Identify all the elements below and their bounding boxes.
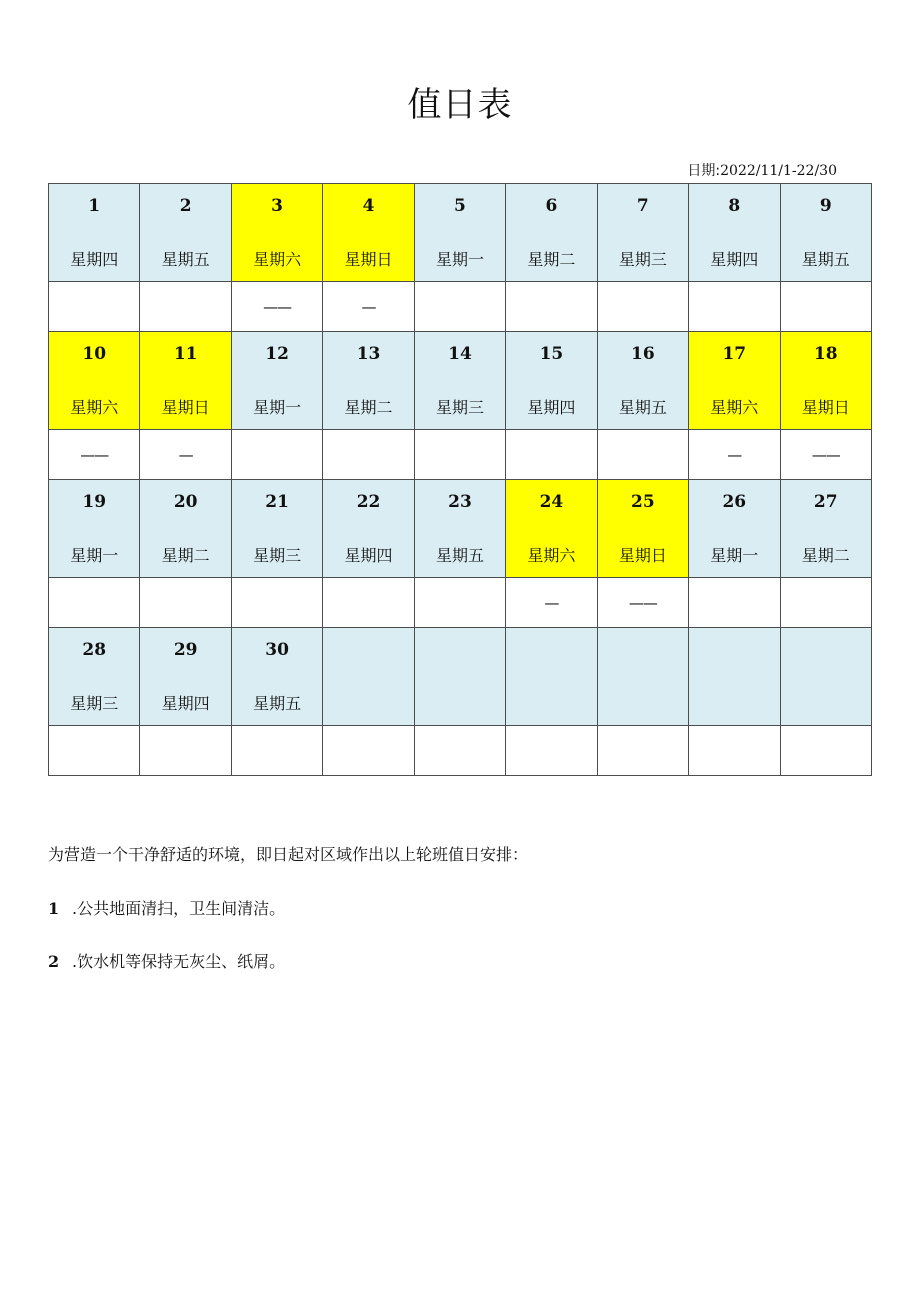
day-number: 30 bbox=[265, 640, 289, 660]
day-cell bbox=[506, 332, 597, 430]
day-cell bbox=[780, 332, 872, 430]
duty-cell bbox=[689, 578, 780, 628]
duty-row bbox=[49, 726, 872, 776]
day-cell bbox=[49, 480, 140, 578]
duty-schedule-table bbox=[48, 183, 872, 776]
duty-cell bbox=[414, 578, 505, 628]
duty-cell bbox=[506, 282, 597, 332]
duty-cell bbox=[597, 726, 688, 776]
duty-cell bbox=[780, 726, 872, 776]
day-number: 12 bbox=[265, 344, 289, 364]
day-number: 13 bbox=[356, 344, 381, 364]
day-header-row bbox=[49, 628, 872, 726]
day-cell bbox=[231, 184, 322, 282]
note-item-2 bbox=[48, 951, 285, 973]
weekday-label: 星期日 bbox=[344, 250, 393, 269]
weekday-label: 星期二 bbox=[344, 398, 393, 417]
weekday-label: 星期一 bbox=[253, 398, 302, 417]
duty-cell bbox=[780, 282, 872, 332]
weekday-label: 星期二 bbox=[527, 250, 576, 269]
duty-cell bbox=[689, 726, 780, 776]
day-cell bbox=[231, 480, 322, 578]
day-number: 11 bbox=[173, 344, 198, 364]
day-number: 16 bbox=[631, 344, 655, 364]
day-cell bbox=[414, 184, 505, 282]
duty-cell bbox=[506, 578, 597, 628]
day-header-row bbox=[49, 332, 872, 430]
day-number: 27 bbox=[813, 492, 838, 512]
duty-mark: —— bbox=[628, 594, 657, 612]
day-number: 4 bbox=[362, 196, 375, 216]
duty-mark: —— bbox=[811, 446, 840, 464]
day-cell bbox=[506, 184, 597, 282]
duty-mark: — bbox=[361, 298, 376, 316]
duty-mark: — bbox=[727, 446, 742, 464]
weekday-label: 星期四 bbox=[70, 250, 119, 269]
duty-cell bbox=[414, 430, 505, 480]
duty-cell bbox=[780, 430, 872, 480]
weekday-label: 星期二 bbox=[161, 546, 210, 565]
duty-cell bbox=[231, 282, 322, 332]
day-cell bbox=[140, 184, 231, 282]
day-number: 19 bbox=[82, 492, 107, 512]
day-cell bbox=[49, 184, 140, 282]
duty-mark: —— bbox=[80, 446, 109, 464]
day-number: 10 bbox=[82, 344, 107, 364]
duty-cell bbox=[506, 726, 597, 776]
date-label: 日期: bbox=[687, 163, 721, 179]
day-cell bbox=[140, 332, 231, 430]
day-number: 1 bbox=[88, 196, 101, 216]
weekday-label: 星期四 bbox=[344, 546, 393, 565]
day-cell bbox=[414, 480, 505, 578]
weekday-label: 星期六 bbox=[70, 398, 119, 417]
weekday-label: 星期六 bbox=[253, 250, 302, 269]
duty-cell bbox=[689, 430, 780, 480]
day-cell bbox=[323, 480, 414, 578]
duty-cell bbox=[414, 726, 505, 776]
duty-cell bbox=[140, 282, 231, 332]
duty-cell bbox=[506, 430, 597, 480]
duty-cell bbox=[323, 430, 414, 480]
weekday-label: 星期五 bbox=[435, 546, 484, 565]
weekday-label: 星期五 bbox=[801, 250, 850, 269]
day-number: 25 bbox=[631, 492, 655, 512]
day-number: 6 bbox=[545, 196, 558, 216]
duty-cell bbox=[323, 726, 414, 776]
day-header-row bbox=[49, 184, 872, 282]
duty-cell bbox=[49, 578, 140, 628]
day-number: 2 bbox=[179, 196, 192, 216]
day-cell bbox=[689, 480, 780, 578]
day-cell bbox=[231, 628, 322, 726]
day-cell bbox=[506, 480, 597, 578]
day-number: 18 bbox=[813, 344, 838, 364]
duty-cell bbox=[597, 282, 688, 332]
day-number: 8 bbox=[728, 196, 741, 216]
note-item-2-number: 2 bbox=[48, 952, 60, 971]
day-number: 26 bbox=[722, 492, 747, 512]
day-cell bbox=[597, 480, 688, 578]
weekday-label: 星期五 bbox=[618, 398, 667, 417]
day-number: 28 bbox=[82, 640, 107, 660]
day-cell bbox=[49, 628, 140, 726]
duty-cell bbox=[689, 282, 780, 332]
day-cell bbox=[780, 184, 872, 282]
weekday-label: 星期一 bbox=[435, 250, 484, 269]
duty-cell bbox=[140, 578, 231, 628]
duty-cell bbox=[231, 430, 322, 480]
duty-cell bbox=[49, 726, 140, 776]
empty-day-cell bbox=[780, 628, 872, 726]
day-cell bbox=[414, 332, 505, 430]
weekday-label: 星期六 bbox=[710, 398, 759, 417]
duty-cell bbox=[780, 578, 872, 628]
day-cell bbox=[689, 332, 780, 430]
duty-cell bbox=[414, 282, 505, 332]
date-value: 2022/11/1-22/30 bbox=[720, 163, 837, 179]
empty-day-cell bbox=[414, 628, 505, 726]
day-number: 29 bbox=[173, 640, 198, 660]
duty-cell bbox=[231, 726, 322, 776]
weekday-label: 星期五 bbox=[161, 250, 210, 269]
weekday-label: 星期二 bbox=[801, 546, 850, 565]
weekday-label: 星期三 bbox=[435, 398, 484, 417]
day-cell bbox=[49, 332, 140, 430]
day-number: 20 bbox=[173, 492, 198, 512]
weekday-label: 星期五 bbox=[253, 694, 302, 713]
day-cell bbox=[140, 480, 231, 578]
day-number: 23 bbox=[448, 492, 472, 512]
duty-cell bbox=[49, 430, 140, 480]
day-cell bbox=[140, 628, 231, 726]
day-number: 14 bbox=[448, 344, 472, 364]
day-number: 15 bbox=[539, 344, 564, 364]
weekday-label: 星期日 bbox=[618, 546, 667, 565]
duty-cell bbox=[323, 282, 414, 332]
empty-day-cell bbox=[323, 628, 414, 726]
weekday-label: 星期四 bbox=[710, 250, 759, 269]
empty-day-cell bbox=[689, 628, 780, 726]
date-range bbox=[687, 161, 837, 181]
day-number: 9 bbox=[819, 196, 832, 216]
day-number: 17 bbox=[722, 344, 747, 364]
duty-cell bbox=[597, 430, 688, 480]
duty-row bbox=[49, 578, 872, 628]
duty-row bbox=[49, 430, 872, 480]
duty-cell bbox=[140, 430, 231, 480]
duty-cell bbox=[140, 726, 231, 776]
weekday-label: 星期日 bbox=[801, 398, 850, 417]
day-header-row bbox=[49, 480, 872, 578]
duty-cell bbox=[323, 578, 414, 628]
weekday-label: 星期三 bbox=[618, 250, 667, 269]
day-cell bbox=[597, 332, 688, 430]
note-item-1 bbox=[48, 898, 285, 920]
note-item-1-text: .公共地面清扫，卫生间清洁。 bbox=[72, 899, 286, 918]
weekday-label: 星期日 bbox=[161, 398, 210, 417]
weekday-label: 星期三 bbox=[253, 546, 302, 565]
empty-day-cell bbox=[597, 628, 688, 726]
day-number: 22 bbox=[356, 492, 381, 512]
duty-mark: —— bbox=[263, 298, 292, 316]
weekday-label: 星期一 bbox=[710, 546, 759, 565]
note-item-1-number: 1 bbox=[48, 899, 60, 918]
note-item-2-text: .饮水机等保持无灰尘、纸屑。 bbox=[72, 952, 286, 971]
note-intro: 为营造一个干净舒适的环境，即日起对区域作出以上轮班值日安排： bbox=[48, 845, 529, 864]
duty-row bbox=[49, 282, 872, 332]
day-cell bbox=[323, 184, 414, 282]
day-cell bbox=[597, 184, 688, 282]
day-number: 21 bbox=[265, 492, 289, 512]
day-number: 5 bbox=[454, 196, 466, 216]
day-cell bbox=[689, 184, 780, 282]
day-number: 7 bbox=[636, 196, 649, 216]
duty-cell bbox=[231, 578, 322, 628]
day-number: 24 bbox=[539, 492, 564, 512]
weekday-label: 星期三 bbox=[70, 694, 119, 713]
day-number: 3 bbox=[271, 196, 284, 216]
day-cell bbox=[323, 332, 414, 430]
page-title: 值日表 bbox=[407, 85, 513, 125]
weekday-label: 星期四 bbox=[527, 398, 576, 417]
weekday-label: 星期六 bbox=[527, 546, 576, 565]
day-cell bbox=[780, 480, 872, 578]
duty-mark: — bbox=[544, 594, 559, 612]
duty-cell bbox=[597, 578, 688, 628]
duty-cell bbox=[49, 282, 140, 332]
weekday-label: 星期一 bbox=[70, 546, 119, 565]
empty-day-cell bbox=[506, 628, 597, 726]
weekday-label: 星期四 bbox=[161, 694, 210, 713]
duty-mark: — bbox=[178, 446, 193, 464]
day-cell bbox=[231, 332, 322, 430]
